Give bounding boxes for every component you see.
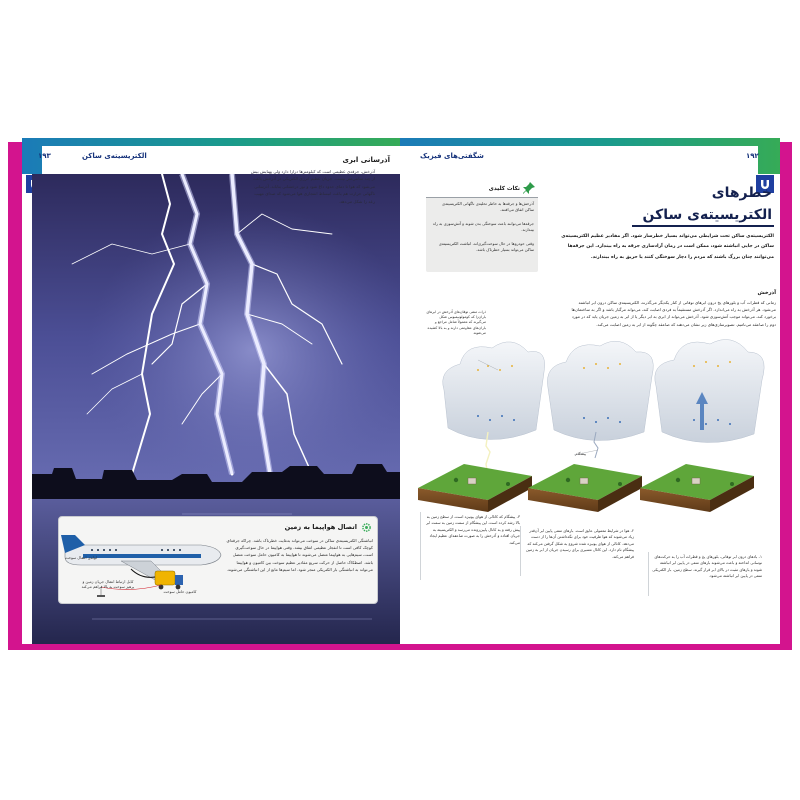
ground-block-2 [528,464,642,512]
ground-block-1 [418,464,532,512]
grounding-title: اتصال هواپیما به زمین [284,523,357,531]
title-rule [632,225,774,227]
storm-cloud-1 [443,342,545,440]
step-text-2: ۲- هوا در شرایط معمولی عایق است. بارهای منفی پایین ابر آن‌قدر زیاد می‌شوند که هوا ظرفیت خود برای نگه‌داشتن آن‌ها را از دست می‌دهد. کانالی از هوای یونیزه شده شروع به شکل گرفتن می‌کند که پیشگام نام دارد. این کانال مسیری برای رسیدن جریان از ابر به زمین فراهم می‌کند. [526,528,634,559]
aurora-body: آذرخش، جرقه‌ی عظیمی است که کیلومترها درازا دارد ولی پهنایش بیش از چند سانتی‌متر نیست. جریان عظیم انرژی الکتریکی در آذرخش باعث می‌شود که هوا تا دمای حدود داغ شود و نور درخشانی بتاباند. آذرسانی ناگهانی حرارت هم باعث انبساط انفجاری هوا می‌شود که صدای مهیب رعد را شکل می‌دهد. [250,169,375,204]
gear-icon [362,523,371,532]
step-divider [420,512,421,580]
pushpin-icon [522,181,536,195]
key-point-item: وقتی خودروها در حال سوخت‌گیری‌اند، انباشت الکتریسیته‌ی ساکن می‌تواند بسیار خطرناک باشد. [438,241,534,253]
storm-cloud-3 [655,340,764,443]
title-line-1: خطرهای [711,185,772,201]
right-header-strip [400,146,758,174]
step-divider [648,552,649,596]
lightning-section-title: آذرخش [757,290,776,296]
label-fuel-hose: لوله‌ی انتقال سوخت [64,555,97,560]
storm-cloud-2 [547,341,653,440]
step-divider [520,526,521,576]
label-fuel-truck: کامیون حامل سوخت [163,589,197,594]
step-text-3: ۳- پیشگام که کانالی از هوای یونیزه است، از سطح زمین به بالا رشد کرده است. این پیشگام از سمت زمین به سمت ابر پیش رفته و به کانال پایین‌رونده می‌رسد و الکتریسیته به جریان افتاده و آذرخش را به صورت صاعقه‌ای عظیم ایجاد می‌کند. [426,514,520,545]
left-page-number: ۱۹۳ [38,152,51,160]
grounding-box [58,516,378,604]
leader-label: پیشگام [575,452,586,456]
key-point-item: آذرخش‌ها و جرقه‌ها به خاطر تخلیه‌ی ناگهانی الکتریسیته‌ی ساکن اتفاق می‌افتند. [442,201,534,213]
lightning-section-body: زمانی که قطرات آب و بلورهای یخ درون ابرهای توفانی از کنار یکدیگر می‌گذرند، الکتریسیته‌ی ساکن درون ابر انباشته می‌شود. هر آذرخش به راه می‌اندازد. اگر آذرخش مستقیماً به فردی اصابت کند، می‌تواند مرگبار باشد و اگر به ساختمان‌ها برخورد کند، می‌تواند موجب آتش‌سوزی شود. آذرخش می‌تواند از ابری به ابر دیگر یا از ابر به زمین جریان یابد که در مورد دوم را صاعقه می‌نامیم. تصویرسازی‌های زیر نشان می‌دهند که صاعقه چگونه از ابر به زمین اصابت می‌کند. [571,300,776,327]
grounding-body: انباشتگی الکتریسیته‌ی ساکن در سوخت می‌تواند به‌غایت خطرناک باشد. چراکه جرقه‌ای کوچک کافی است تا انفجار عظیمی اتفاق بیفتد. وقتی هواپیما در حال سوخت‌گیری است، سیم‌هایی به هواپیما متصل می‌شوند تا هواپیما به کامیون حامل سوخت متصل باشد. اصطکاک حاصل از حرکت سریع مقادیر عظیم سوخت بین کامیون و هواپیما می‌تواند به انباشتگی بار الکتریکی منجر شود. اما سیم‌ها مانع از این انباشتگی می‌شوند. [226,538,373,572]
ground-block-3 [640,464,754,512]
aurora-title: آذرسانی ابری [342,156,390,164]
step-text-1: ۱- بادهای درون ابر توفانی، بلورهای یخ و قطرات آب را به حرکت‌های نوسانی انداخته و باعث می‌شوند بارهای منفی در پایین ابر انباشته شوند و بارهای مثبت در بالای ابر قرار گیرند. سطح زمین، بار الکتریکی منفی در پایین ابر انباشته می‌شود. [652,554,762,579]
title-line-2: الکتریسیته‌ی ساکن [642,207,772,223]
label-ground-cable: کابل ارتباط انتقال جریان زمین و پرهیز سوخت به بالا فراهم می‌کند [81,579,135,590]
cloud-note: ذرات منفی توفان‌های آذرخش در ابرهای باران‌زا که کومولونیمبوس شکل می‌گیرند که معمولاً شامل مراجع و باران‌های مقاومتی دارند و به بالا کشیده می‌شوند [426,310,486,335]
left-section-label: الکتریسیته‌ی ساکن [82,152,147,160]
intro-text: الکتریسیته‌ی ساکن تحت شرایطی می‌تواند بسیار خطرساز شود. اگر مقادیر عظیم الکتریسیته‌ی ساکن در جایی انباشته شود، ممکن است در زمان آزادسازی جرقه به راه بیندازد. این جرقه‌ها می‌توانند چنان بزرگ باشند که مردم را دچار سوختگی کنند یا حریق به راه بیندازند. [561,234,774,260]
key-points-title: نکات کلیدی [488,186,520,192]
page-title [622,182,772,226]
key-point-item: جرقه‌ها می‌توانند باعث سوختگی بدن شوند و آتش‌سوزی به راه بیندازند. [432,221,534,233]
right-page-number: ۱۹۲ [746,152,759,160]
right-section-label: شگفتی‌های فیزیک [420,152,484,160]
